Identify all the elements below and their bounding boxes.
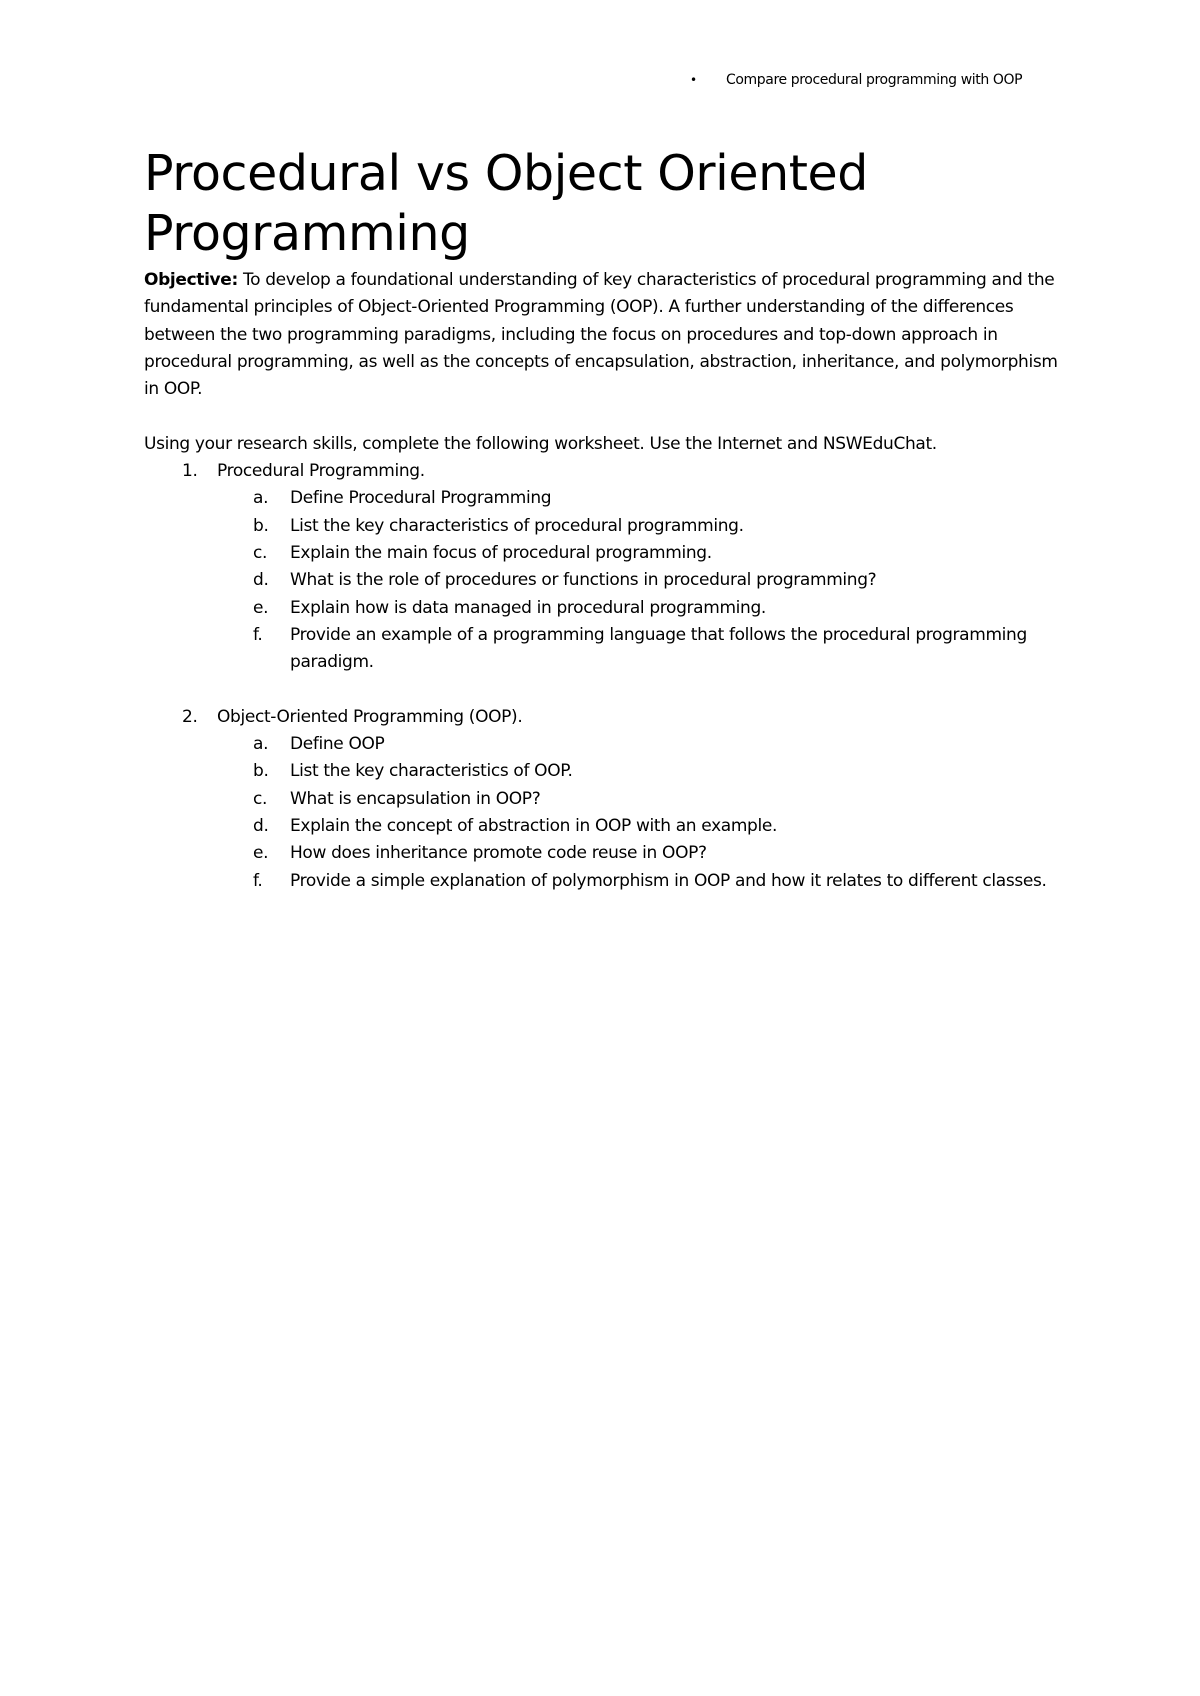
item-text: Define OOP (290, 734, 385, 755)
question-list (144, 458, 1064, 895)
list-item (217, 513, 1064, 540)
item-marker: c. (253, 788, 268, 809)
section-heading: Object-Oriented Programming (OOP). (217, 706, 523, 727)
item-text: Explain the concept of abstraction in OOP with an example. (290, 815, 778, 836)
header-note-text: Compare procedural programming with OOP (726, 72, 1023, 88)
item-text: What is encapsulation in OOP? (290, 788, 541, 809)
item-marker: f. (253, 624, 263, 645)
item-marker: b. (253, 761, 269, 782)
intro-paragraph: Using your research skills, complete the following worksheet. Use the Internet and NSWEduChat. (144, 433, 937, 454)
item-marker: b. (253, 515, 269, 536)
item-marker: f. (253, 870, 263, 891)
item-marker: e. (253, 597, 269, 618)
list-item (217, 786, 1064, 813)
item-text: Explain the main focus of procedural programming. (290, 542, 712, 563)
bullet-icon: • (690, 73, 697, 87)
list-item (217, 731, 1064, 758)
objective-label: Objective: (144, 270, 238, 290)
item-text: List the key characteristics of OOP. (290, 761, 573, 782)
document-body (144, 267, 1064, 895)
item-text: Provide an example of a programming language that follows the procedural programming paradigm. (290, 624, 1027, 673)
list-item (217, 813, 1064, 840)
item-text: Define Procedural Programming (290, 488, 552, 509)
item-marker: d. (253, 570, 269, 591)
item-marker: d. (253, 815, 269, 836)
list-item (217, 595, 1064, 622)
list-item (217, 540, 1064, 567)
item-text: How does inheritance promote code reuse in OOP? (290, 843, 707, 864)
objective-text: To develop a foundational understanding of key characteristics of procedural programming and the fundamental principles of Object-Oriented Programming (OOP). A further understanding of the differences between the two programming paradigms, including the focus on procedures and top-down approach in procedural programming, as well as the concepts of encapsulation, abstraction, inheritance, and polymorphism in OOP. (144, 270, 1058, 400)
list-item (217, 840, 1064, 867)
section-procedural (144, 458, 1064, 676)
section-number: 1. (182, 461, 198, 482)
list-item (217, 567, 1064, 594)
page-title: Procedural vs Object Oriented Programming (144, 145, 868, 262)
item-text: Explain how is data managed in procedural programming. (290, 597, 766, 618)
list-item (217, 868, 1064, 895)
item-marker: c. (253, 542, 268, 563)
item-marker: a. (253, 488, 269, 509)
sub-question-list (217, 731, 1064, 895)
item-text: Provide a simple explanation of polymorphism in OOP and how it relates to different classes. (290, 870, 1047, 891)
item-text: What is the role of procedures or functions in procedural programming? (290, 570, 877, 591)
item-marker: e. (253, 843, 269, 864)
item-text: List the key characteristics of procedural programming. (290, 515, 744, 536)
list-item (217, 622, 1064, 677)
section-number: 2. (182, 706, 198, 727)
list-item (217, 758, 1064, 785)
header-note (690, 72, 1022, 88)
objective-paragraph (144, 267, 1064, 403)
section-heading: Procedural Programming. (217, 461, 425, 482)
sub-question-list (217, 485, 1064, 676)
item-marker: a. (253, 734, 269, 755)
list-item (217, 485, 1064, 512)
section-oop (144, 704, 1064, 895)
